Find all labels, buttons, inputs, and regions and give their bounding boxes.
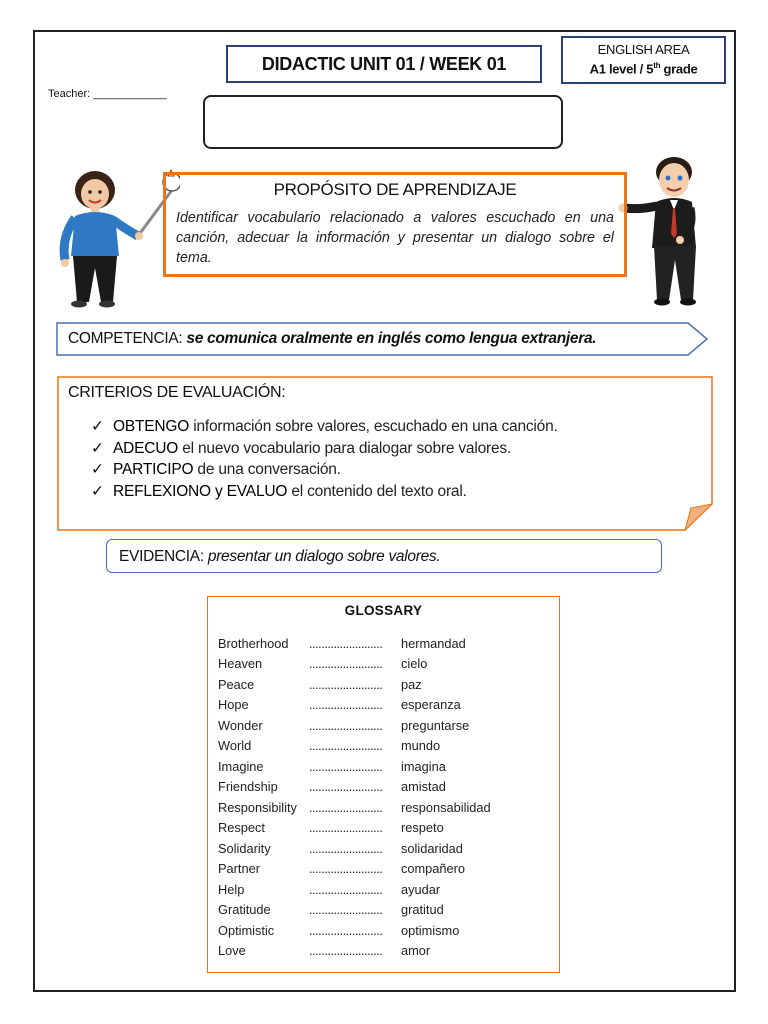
teacher-label: Teacher: ____________ (48, 88, 167, 100)
area-name: ENGLISH AREA (597, 42, 690, 58)
checkmark-icon: ✓ (91, 461, 104, 478)
unit-title: DIDACTIC UNIT 01 / WEEK 01 (261, 53, 507, 74)
area-level: A1 level / 5th grade (589, 61, 698, 77)
name-box[interactable] (203, 95, 563, 149)
criterio-item: ✓ OBTENGO información sobre valores, escuchado en una canción. (91, 416, 558, 438)
glossary-entry: Friendship ........................ amistad (218, 779, 446, 795)
checkmark-icon: ✓ (91, 418, 104, 435)
glossary-entry: Respect ........................ respeto (218, 820, 444, 836)
purpose-title: PROPÓSITO DE APRENDIZAJE (273, 180, 517, 199)
criterio-item: ✓ REFLEXIONO y EVALUO el contenido del texto oral. (91, 481, 558, 503)
glossary-title: GLOSSARY (344, 603, 423, 618)
glossary-entry: Brotherhood ........................ hermandad (218, 635, 466, 651)
english-area-box (561, 36, 726, 84)
evidencia-box (106, 539, 662, 573)
glossary-entry: Optimistic ........................ optimismo (218, 922, 460, 938)
glossary-entry: Partner ........................ compañero (218, 861, 466, 877)
teacher-woman-figure (50, 168, 180, 310)
purpose-text: Identificar vocabulario relacionado a valores escuchado en una canción, adecuar la información y presentar un dialogo sobre el tema. (176, 210, 614, 266)
checkmark-icon: ✓ (91, 439, 104, 457)
purpose-box (163, 172, 627, 277)
competencia-text: COMPETENCIA: se comunica oralmente en inglés como lengua extranjera. (68, 330, 597, 347)
glossary-entry: Hope ........................ esperanza (218, 697, 461, 713)
glossary-entry: Heaven ........................ cielo (218, 656, 428, 672)
evidencia-label: EVIDENCIA: (119, 548, 204, 565)
glossary-list (218, 633, 491, 961)
competencia-banner (56, 322, 708, 356)
criterio-item: ✓ PARTICIPO de una conversación. (91, 459, 558, 481)
evidencia-text: presentar un dialogo sobre valores. (207, 548, 441, 565)
glossary-entry: Help ........................ ayudar (218, 881, 441, 897)
criterios-title: CRITERIOS DE EVALUACIÓN: (68, 384, 286, 401)
criterios-box (57, 376, 713, 531)
criterio-item: ✓ ADECUO el nuevo vocabulario para dialogar sobre valores. (91, 438, 558, 460)
unit-title-box (226, 45, 542, 83)
glossary-entry: Love ........................ amor (218, 943, 431, 959)
glossary-entry: Solidarity ........................ solidaridad (218, 840, 463, 856)
checkmark-icon: ✓ (91, 482, 104, 500)
teacher-man-figure (614, 154, 714, 310)
glossary-box (207, 596, 560, 973)
criterios-list (91, 416, 558, 502)
glossary-entry: Gratitude ........................ gratitud (218, 902, 444, 918)
glossary-entry: Responsibility ........................ responsabilidad (218, 799, 491, 815)
glossary-entry: Imagine ........................ imagina (218, 758, 446, 774)
glossary-entry: World ........................ mundo (218, 738, 441, 754)
glossary-entry: Wonder ........................ preguntarse (218, 717, 470, 733)
glossary-entry: Peace ........................ paz (218, 676, 422, 692)
